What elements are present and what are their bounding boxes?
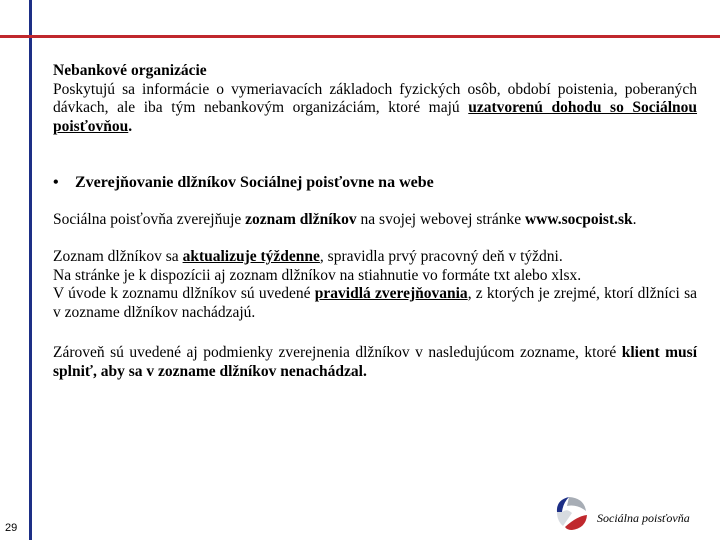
para2-c: na svojej webovej stránke (356, 210, 525, 228)
website-link[interactable]: www.socpoist.sk (524, 210, 633, 228)
para4-a: Zároveň sú uvedené aj podmienky zverejnenia dlžníkov v nasledujúcom zozname, ktoré (53, 344, 622, 361)
bullet-symbol: • (53, 174, 59, 191)
nonbank-section (53, 62, 697, 136)
para3-b: aktualizuje týždenne (182, 248, 320, 265)
para3-f: , z ktorých je zrejmé, ktorí dlžníci sa v zozname dlžníkov nachádzajú. (53, 285, 697, 321)
para-website (53, 211, 697, 230)
slide-content (53, 62, 697, 381)
bullet-title: Zverejňovanie dlžníkov Sociálnej poisťovne na webe (75, 174, 434, 191)
social-insurance-logo-icon (553, 494, 589, 532)
para3-c: , spravidla prvý pracovný deň v týždni. (319, 248, 563, 265)
para3-e: pravidlá zverejňovania (314, 285, 468, 302)
nonbank-text-c: . (128, 117, 133, 135)
logo-text: Sociálna poisťovňa (597, 511, 690, 525)
bullet-item (53, 174, 697, 193)
para-conditions (53, 344, 697, 381)
para2-b: zoznam dlžníkov (245, 210, 357, 228)
left-vertical-rule (29, 0, 32, 540)
para4-c: . (362, 362, 367, 380)
para-update (53, 248, 697, 322)
para4-b: klient musí splniť, aby sa v zozname dlžníkov nenachádzal (53, 344, 697, 380)
top-horizontal-rule (0, 35, 720, 38)
nonbank-text-b: uzatvorenú dohodu so Sociálnou poisťovňou (53, 99, 698, 135)
page-number: 29 (5, 522, 18, 534)
para2-e: . (632, 210, 637, 228)
para3-line2: Na stránke je k dispozícii aj zoznam dlžníkov na stiahnutie vo formáte txt alebo xlsx. (53, 266, 582, 284)
para2-a: Sociálna poisťovňa zverejňuje (53, 210, 246, 228)
nonbank-text-a: Poskytujú sa informácie o vymeriavacích základoch fyzických osôb, období poistenia, poberaných dávkach, ale iba tým nebankovým organizáciám, ktoré majú (53, 80, 697, 116)
para3-a: Zoznam dlžníkov sa (53, 248, 183, 265)
nonbank-heading: Nebankové organizácie (53, 62, 207, 79)
para3-d: V úvode k zoznamu dlžníkov sú uvedené (53, 285, 315, 302)
